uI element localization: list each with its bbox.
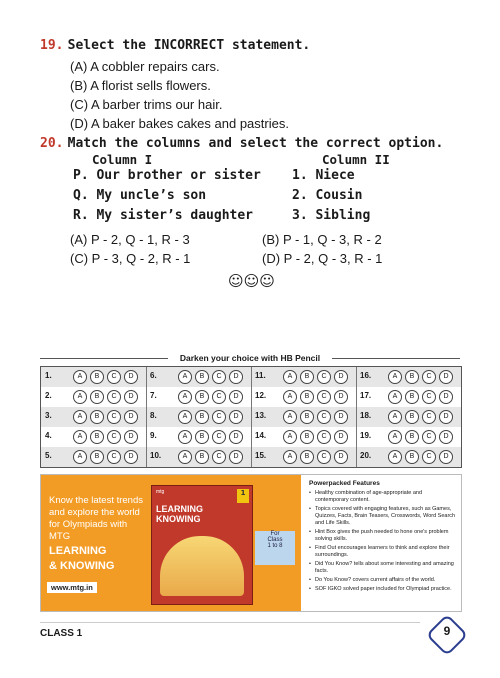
answer-cell — [41, 367, 146, 387]
answer-bubble-b[interactable]: B — [300, 390, 314, 404]
answer-bubble-a[interactable]: A — [283, 450, 297, 464]
answer-bubble-a[interactable]: A — [283, 410, 297, 424]
answer-bubble-a[interactable]: A — [178, 370, 192, 384]
book-illustration — [160, 536, 244, 596]
answer-bubble-c[interactable]: C — [107, 410, 121, 424]
answer-cell — [356, 447, 461, 467]
answer-bubble-b[interactable]: B — [195, 410, 209, 424]
match-right-3: 3. Sibling — [292, 208, 371, 223]
answer-bubble-c[interactable]: C — [422, 410, 436, 424]
answer-cell — [251, 447, 356, 467]
q20-option-c: (C) P - 3, Q - 2, R - 1 — [70, 251, 191, 266]
answer-cell — [251, 407, 356, 427]
answer-bubble-a[interactable]: A — [73, 430, 87, 444]
q19-option-c: (C) A barber trims our hair. — [70, 97, 223, 112]
answer-bubble-a[interactable]: A — [388, 370, 402, 384]
features-title: Powerpacked Features — [309, 480, 380, 487]
answer-cell — [146, 447, 251, 467]
answer-cell — [146, 387, 251, 407]
feature-item: • Do You Know? covers current affairs of the world. — [309, 577, 457, 584]
answer-bubble-b[interactable]: B — [90, 390, 104, 404]
answer-bubble-d[interactable]: D — [124, 370, 138, 384]
answer-bubble-c[interactable]: C — [212, 450, 226, 464]
answer-grid — [40, 366, 462, 468]
answer-bubble-c[interactable]: C — [107, 390, 121, 404]
answer-cell — [251, 367, 356, 387]
answer-bubble-d[interactable]: D — [334, 410, 348, 424]
answer-bubble-a[interactable]: A — [283, 390, 297, 404]
column-2-heading: Column II — [322, 152, 390, 167]
column-separator — [146, 367, 147, 467]
answer-bubble-d[interactable]: D — [439, 410, 453, 424]
answer-cell — [356, 367, 461, 387]
answer-bubble-a[interactable]: A — [178, 450, 192, 464]
answer-bubble-c[interactable]: C — [107, 370, 121, 384]
answer-bubble-c[interactable]: C — [107, 450, 121, 464]
class-tag-line: For — [270, 531, 280, 537]
answer-bubble-a[interactable]: A — [388, 430, 402, 444]
feature-item: • Topics covered with engaging features, such as Games, Quizzes, Facts, Brain Teasers, Crosswords, Word Search and Life Skills. — [309, 506, 457, 527]
answer-bubble-a[interactable]: A — [178, 390, 192, 404]
match-right-1: 1. Niece — [292, 168, 355, 183]
footer-divider — [40, 622, 420, 623]
answer-bubble-d[interactable]: D — [229, 430, 243, 444]
answer-cell — [146, 407, 251, 427]
answer-bubble-b[interactable]: B — [195, 390, 209, 404]
answer-bubble-b[interactable]: B — [300, 430, 314, 444]
answer-bubble-d[interactable]: D — [124, 410, 138, 424]
answer-bubble-d[interactable]: D — [439, 370, 453, 384]
answer-bubble-a[interactable]: A — [73, 370, 87, 384]
answer-question-number: 3. — [45, 411, 52, 420]
answer-cell — [356, 427, 461, 447]
match-left-q: Q. My uncle’s son — [73, 188, 207, 203]
answer-question-number: 16. — [360, 371, 372, 380]
answer-bubble-a[interactable]: A — [388, 410, 402, 424]
answer-bubble-c[interactable]: C — [317, 430, 331, 444]
answer-bubble-c[interactable]: C — [317, 370, 331, 384]
book-brand: mtg — [156, 489, 165, 495]
question-number: 20. — [40, 136, 64, 151]
divider — [332, 358, 460, 359]
answer-question-number: 7. — [150, 391, 157, 400]
answer-question-number: 10. — [150, 451, 162, 460]
answer-bubble-d[interactable]: D — [229, 390, 243, 404]
answer-bubble-d[interactable]: D — [334, 450, 348, 464]
answer-bubble-c[interactable]: C — [107, 430, 121, 444]
answer-bubble-d[interactable]: D — [124, 430, 138, 444]
question-19 — [40, 38, 310, 53]
ad-text-line: and explore the world — [49, 507, 140, 518]
answer-bubble-b[interactable]: B — [90, 370, 104, 384]
book-title-line: KNOWING — [156, 514, 201, 524]
answer-bubble-d[interactable]: D — [439, 390, 453, 404]
answer-bubble-b[interactable]: B — [405, 390, 419, 404]
answer-bubble-b[interactable]: B — [405, 370, 419, 384]
answer-question-number: 2. — [45, 391, 52, 400]
answer-bubble-b[interactable]: B — [300, 410, 314, 424]
question-number: 19. — [40, 38, 64, 53]
ad-title-line: & KNOWING — [49, 560, 115, 572]
q19-option-b: (B) A florist sells flowers. — [70, 78, 211, 93]
ad-text-line: for Olympiads with — [49, 519, 128, 530]
answer-cell — [146, 427, 251, 447]
answer-question-number: 5. — [45, 451, 52, 460]
footer-class-label: CLASS 1 — [40, 628, 83, 639]
answer-cell — [41, 427, 146, 447]
answer-bubble-b[interactable]: B — [90, 410, 104, 424]
answer-question-number: 1. — [45, 371, 52, 380]
answer-bubble-a[interactable]: A — [178, 430, 192, 444]
book-title-line: LEARNING — [156, 504, 203, 514]
answer-question-number: 8. — [150, 411, 157, 420]
ad-banner-left — [41, 475, 301, 611]
answer-bubble-c[interactable]: C — [212, 370, 226, 384]
column-separator — [356, 367, 357, 467]
class-tag-line: Class — [267, 537, 283, 543]
answer-question-number: 4. — [45, 431, 52, 440]
ad-title-line: LEARNING — [49, 545, 107, 557]
page-number: 9 — [443, 624, 451, 638]
smiley-icons: ☺☺☺ — [228, 272, 275, 290]
ad-text-line: MTG — [49, 531, 71, 542]
match-right-2: 2. Cousin — [292, 188, 363, 203]
answer-bubble-b[interactable]: B — [195, 450, 209, 464]
answer-bubble-b[interactable]: B — [90, 450, 104, 464]
answer-cell — [41, 447, 146, 467]
answer-bubble-c[interactable]: C — [422, 370, 436, 384]
feature-item: • Find Out encourages learners to think and explore their surroundings. — [309, 545, 457, 559]
answer-bubble-d[interactable]: D — [334, 390, 348, 404]
answer-question-number: 6. — [150, 371, 157, 380]
answer-bubble-b[interactable]: B — [405, 410, 419, 424]
answer-bubble-d[interactable]: D — [124, 390, 138, 404]
answer-bubble-c[interactable]: C — [422, 390, 436, 404]
answer-bubble-a[interactable]: A — [283, 370, 297, 384]
answer-bubble-d[interactable]: D — [334, 370, 348, 384]
book-title — [156, 504, 203, 524]
answer-cell — [41, 407, 146, 427]
answer-bubble-d[interactable]: D — [439, 430, 453, 444]
feature-item: • SOF IGKO solved paper included for Olympiad practice. — [309, 586, 457, 593]
answer-bubble-b[interactable]: B — [300, 370, 314, 384]
answer-bubble-c[interactable]: C — [212, 390, 226, 404]
answer-question-number: 19. — [360, 431, 372, 440]
answer-bubble-d[interactable]: D — [334, 430, 348, 444]
answer-question-number: 15. — [255, 451, 267, 460]
q19-option-d: (D) A baker bakes cakes and pastries. — [70, 116, 289, 131]
answer-bubble-b[interactable]: B — [195, 430, 209, 444]
answer-question-number: 13. — [255, 411, 267, 420]
answer-bubble-d[interactable]: D — [229, 410, 243, 424]
answer-bubble-c[interactable]: C — [422, 430, 436, 444]
answer-bubble-c[interactable]: C — [212, 430, 226, 444]
answer-bubble-b[interactable]: B — [300, 450, 314, 464]
answer-cell — [356, 387, 461, 407]
match-left-p: P. Our brother or sister — [73, 168, 261, 183]
match-left-r: R. My sister’s daughter — [73, 208, 254, 223]
answer-cell — [146, 367, 251, 387]
answer-cell — [356, 407, 461, 427]
answer-bubble-a[interactable]: A — [283, 430, 297, 444]
column-separator — [251, 367, 252, 467]
answer-question-number: 20. — [360, 451, 372, 460]
answer-question-number: 17. — [360, 391, 372, 400]
feature-item: • Healthy combination of age-appropriate and contemporary content. — [309, 490, 457, 504]
question-text: Select the INCORRECT statement. — [67, 38, 311, 53]
answer-bubble-a[interactable]: A — [178, 410, 192, 424]
class-tag-line: 1 to 8 — [267, 543, 283, 549]
answer-cell — [251, 387, 356, 407]
answer-cell — [41, 387, 146, 407]
answer-bubble-d[interactable]: D — [229, 370, 243, 384]
answer-bubble-b[interactable]: B — [90, 430, 104, 444]
answer-bubble-c[interactable]: C — [212, 410, 226, 424]
question-text: Match the columns and select the correct option. — [67, 136, 444, 151]
q20-option-a: (A) P - 2, Q - 1, R - 3 — [70, 232, 190, 247]
column-1-heading: Column I — [92, 152, 153, 167]
book-cover-image — [151, 485, 253, 605]
answer-bubble-c[interactable]: C — [317, 450, 331, 464]
feature-item: • Did You Know? tells about some interesting and amazing facts. — [309, 561, 457, 575]
answer-bubble-b[interactable]: B — [195, 370, 209, 384]
answer-bubble-a[interactable]: A — [388, 390, 402, 404]
answer-cell — [251, 427, 356, 447]
answer-bubble-d[interactable]: D — [124, 450, 138, 464]
answer-question-number: 18. — [360, 411, 372, 420]
q20-option-d: (D) P - 2, Q - 3, R - 1 — [262, 251, 383, 266]
answer-bubble-c[interactable]: C — [317, 410, 331, 424]
answer-bubble-b[interactable]: B — [405, 450, 419, 464]
answer-bubble-d[interactable]: D — [439, 450, 453, 464]
answer-bubble-a[interactable]: A — [73, 410, 87, 424]
q20-option-b: (B) P - 1, Q - 3, R - 2 — [262, 232, 382, 247]
answer-bubble-a[interactable]: A — [73, 450, 87, 464]
answer-question-number: 9. — [150, 431, 157, 440]
answer-question-number: 11. — [255, 371, 266, 380]
q19-option-a: (A) A cobbler repairs cars. — [70, 59, 220, 74]
class-range-tag — [255, 531, 295, 565]
answer-question-number: 14. — [255, 431, 267, 440]
answer-bubble-c[interactable]: C — [422, 450, 436, 464]
ad-text-line: Know the latest trends — [49, 495, 143, 506]
ad-features — [309, 480, 457, 595]
ad-url-link[interactable]: www.mtg.in — [47, 582, 97, 593]
answer-bubble-a[interactable]: A — [73, 390, 87, 404]
feature-item: • Hint Box gives the push needed to hone one's problem solving skills. — [309, 529, 457, 543]
answer-question-number: 12. — [255, 391, 267, 400]
answer-bubble-a[interactable]: A — [388, 450, 402, 464]
mtg-advertisement — [40, 474, 462, 612]
answer-bubble-c[interactable]: C — [317, 390, 331, 404]
question-20 — [40, 136, 443, 151]
answer-bubble-b[interactable]: B — [405, 430, 419, 444]
answer-grid-title: Darken your choice with HB Pencil — [179, 353, 321, 363]
answer-bubble-d[interactable]: D — [229, 450, 243, 464]
book-badge: 1 — [237, 489, 249, 503]
